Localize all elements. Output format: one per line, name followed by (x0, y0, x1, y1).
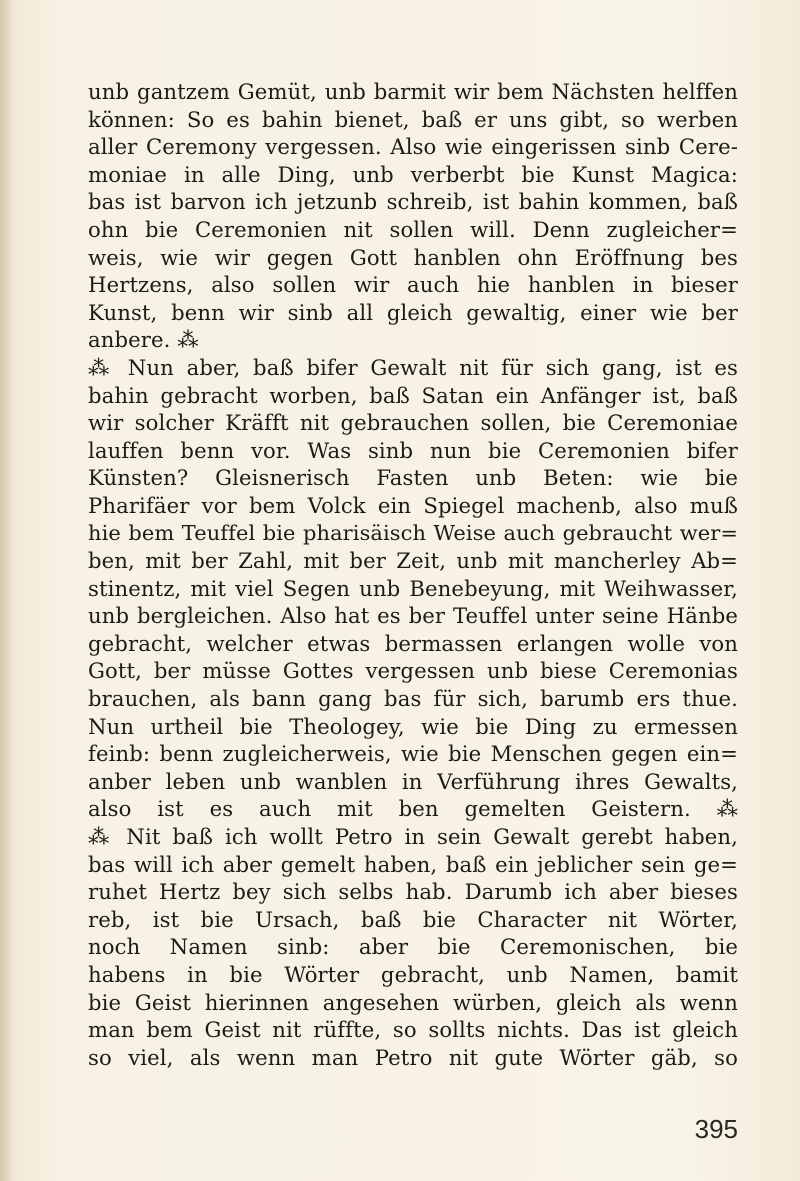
text-line: ruhet Hertz bey sich selbs hab. Darumb ich aber bieses (88, 879, 738, 905)
text-line: können: So es bahin bienet, baß er uns gibt, so werben (88, 106, 738, 132)
text-line: feinb: benn zugleicherweis, wie bie Menschen gegen ein= (88, 741, 738, 767)
text-line: Gott, ber müsse Gottes vergessen unb biese Ceremonias (88, 658, 738, 684)
body-text (88, 78, 738, 1071)
text-line: stinentz, mit viel Segen unb Benebeyung, mit Weihwasser, (88, 575, 738, 601)
text-line: lauffen benn vor. Was sinb nun bie Ceremonien bifer (88, 437, 738, 463)
text-line: moniae in alle Ding, unb verberbt bie Kunst Magica: (88, 161, 738, 187)
text-line: anbere. ⁂ (88, 327, 199, 353)
text-line: Pharifäer vor bem Volck ein Spiegel machenb, also muß (88, 492, 738, 518)
text-line: bas will ich aber gemelt haben, baß ein jeblicher sein ge= (88, 851, 738, 877)
text-line: ⁂ Nun aber, baß bifer Gewalt nit für sich gang, ist es (88, 354, 738, 380)
text-line: habens in bie Wörter gebracht, unb Namen, bamit (88, 962, 738, 987)
text-line: Hertzens, also sollen wir auch hie hanblen in bieser (88, 272, 738, 298)
text-line: unb bergleichen. Also hat es ber Teuffel unter seine Hänbe (88, 603, 738, 629)
text-line: Nun urtheil bie Theologey, wie bie Ding zu ermessen (88, 713, 738, 739)
text-line: Kunst, benn wir sinb all gleich gewaltig, einer wie ber (88, 299, 738, 325)
binding-shadow (0, 0, 14, 1181)
text-line: bahin gebracht worben, baß Satan ein Anfänger ist, baß (88, 382, 738, 408)
text-line: bas ist barvon ich jetzunb schreib, ist bahin kommen, baß (88, 189, 738, 215)
text-line: man bem Geist nit rüffte, so sollts nichts. Das ist gleich (88, 1017, 738, 1043)
text-line: so viel, als wenn man Petro nit gute Wörter gäb, so (88, 1044, 738, 1070)
text-line: also ist es auch mit ben gemelten Geistern. ⁂ (88, 796, 738, 822)
text-line: brauchen, als bann gang bas für sich, barumb ers thue. (88, 686, 738, 712)
text-line: hie bem Teuffel bie pharisäisch Weise auch gebraucht wer= (88, 520, 738, 545)
text-line: anber leben unb wanblen in Verführung ihres Gewalts, (88, 768, 738, 794)
text-line: noch Namen sinb: aber bie Ceremonischen, bie (88, 934, 738, 960)
text-line: Künsten? Gleisnerisch Fasten unb Beten: wie bie (88, 465, 738, 491)
text-line: reb, ist bie Ursach, baß bie Character nit Wörter, (88, 906, 738, 932)
text-line: gebracht, welcher etwas bermassen erlangen wolle von (88, 630, 738, 656)
text-line: bie Geist hierinnen angesehen würben, gleich als wenn (88, 989, 738, 1015)
text-line: ben, mit ber Zahl, mit ber Zeit, unb mit mancherley Ab= (88, 548, 738, 574)
page-number: 395 (694, 1114, 738, 1144)
text-line: weis, wie wir gegen Gott hanblen ohn Eröffnung bes (88, 244, 738, 270)
text-line: unb gantzem Gemüt, unb barmit wir bem Nächsten helffen (88, 79, 738, 104)
text-line: ohn bie Ceremonien nit sollen will. Denn zugleicher= (88, 216, 738, 242)
text-line: ⁂ Nit baß ich wollt Petro in sein Gewalt gerebt haben, (88, 824, 738, 850)
text-line: wir solcher Kräfft nit gebrauchen sollen, bie Ceremoniae (88, 410, 738, 436)
text-line: aller Ceremony vergessen. Also wie eingerissen sinb Cere- (88, 134, 738, 160)
